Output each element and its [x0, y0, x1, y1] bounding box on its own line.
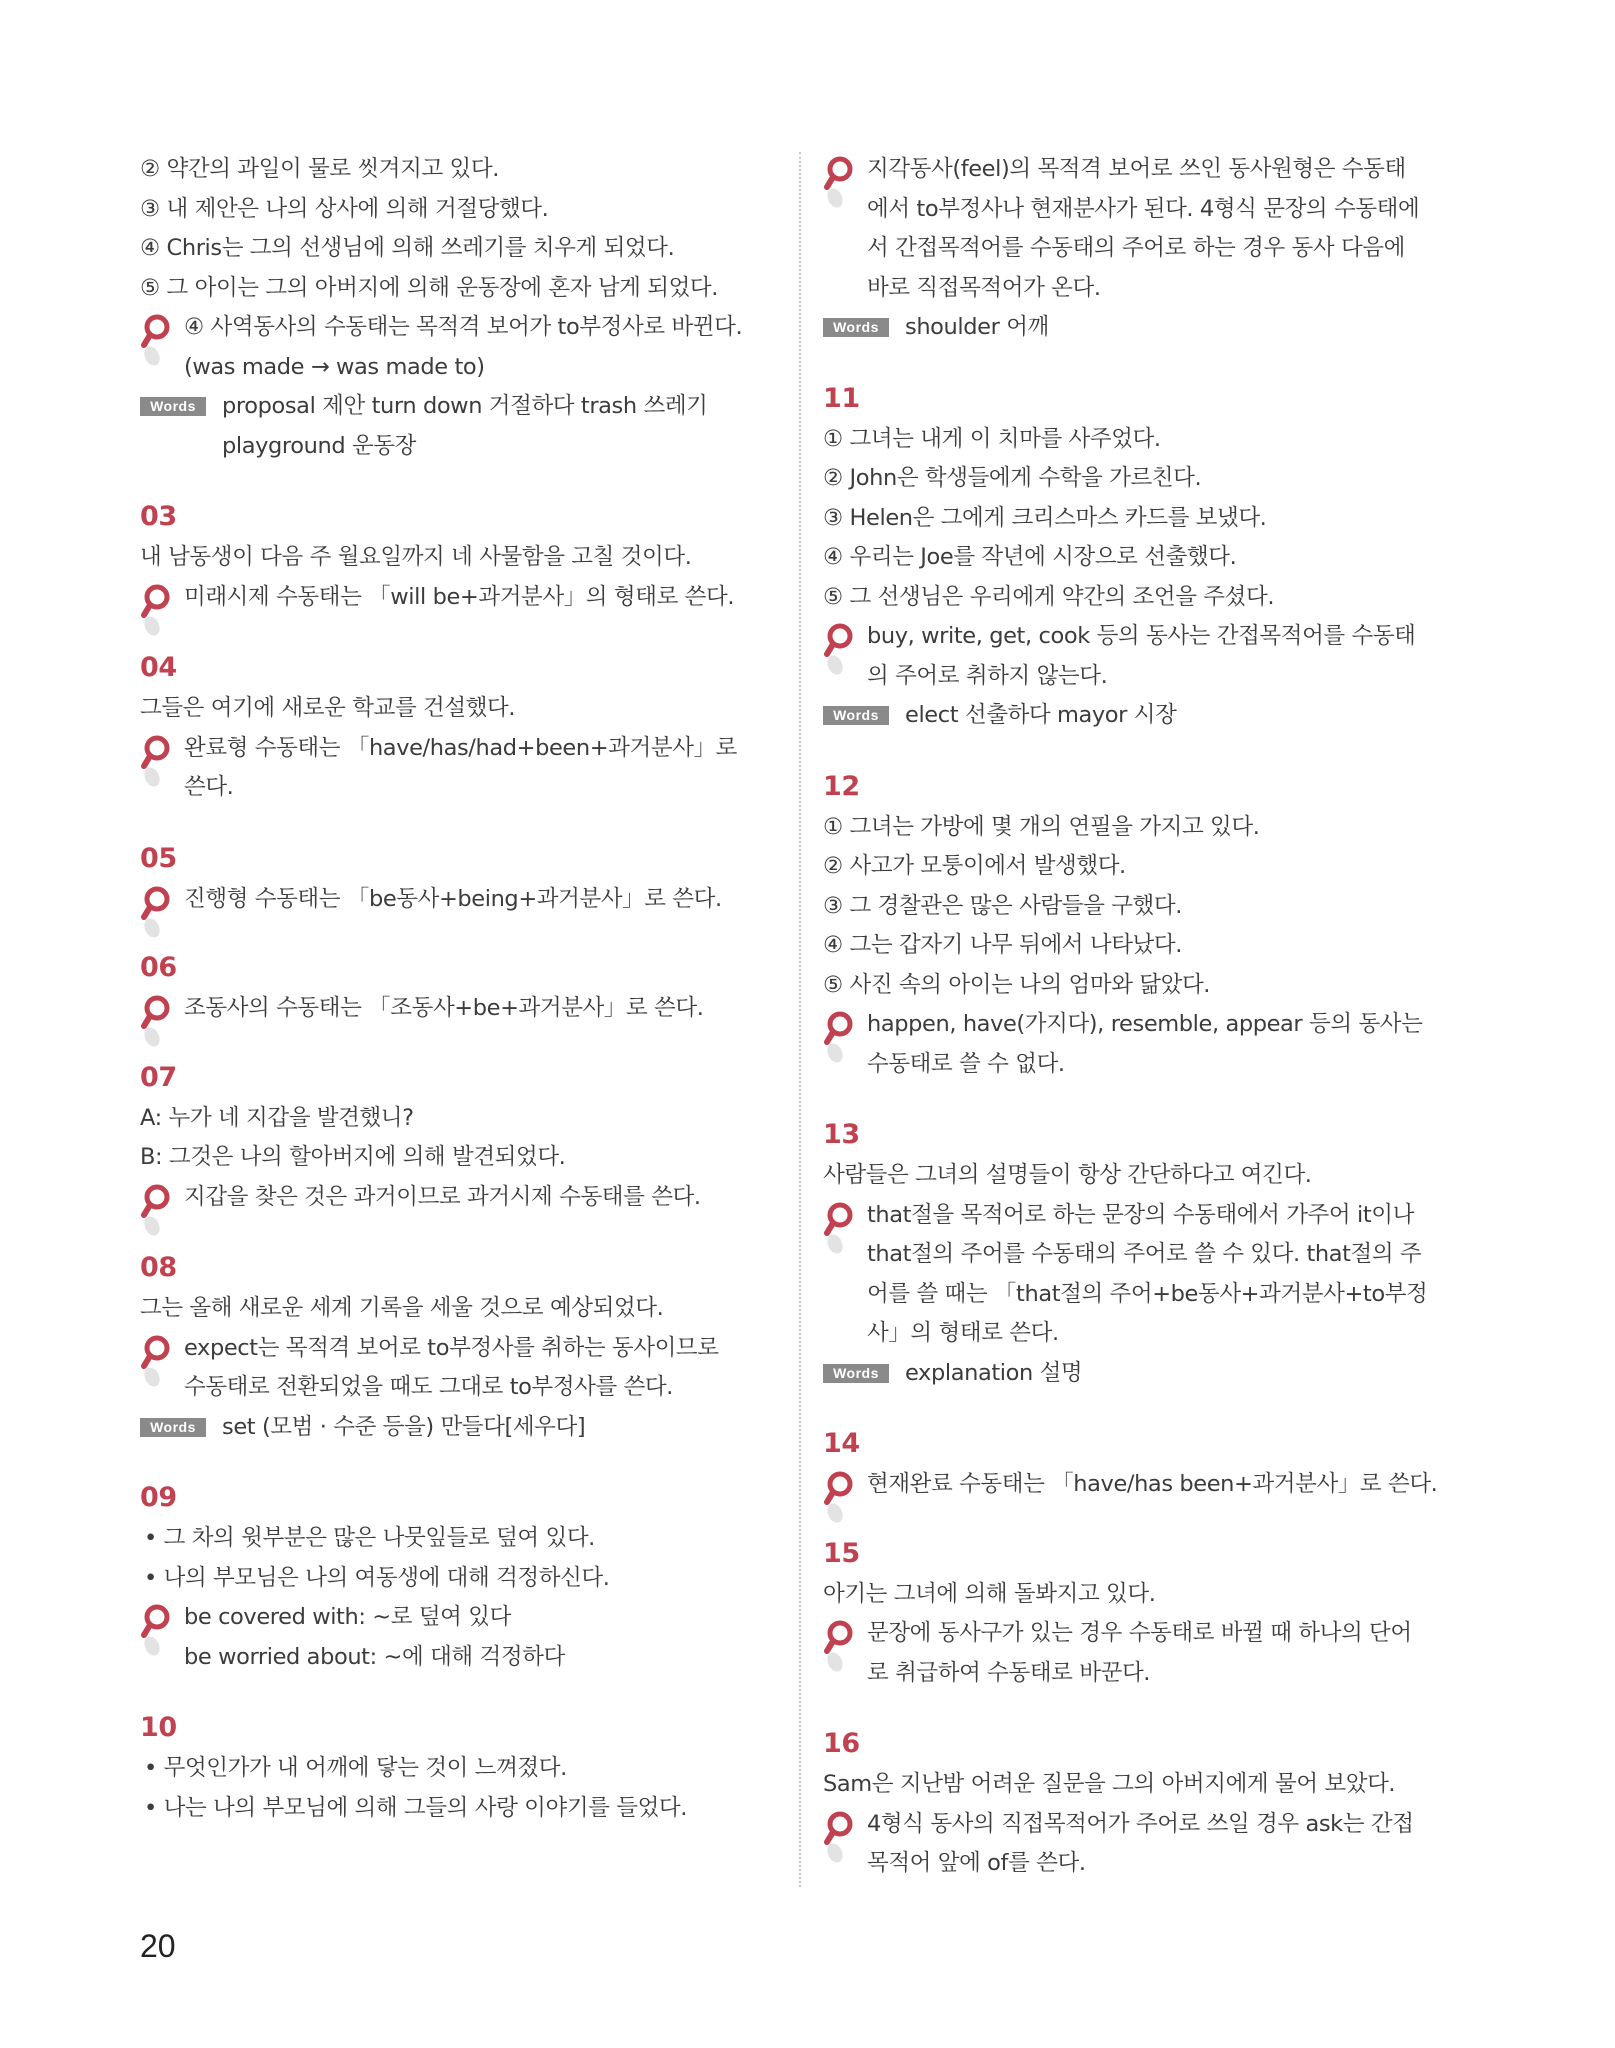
magnifier-icon: [823, 1470, 855, 1524]
hint: [823, 617, 1463, 696]
hint: [140, 729, 780, 808]
hint-line: 4형식 동사의 직접목적어가 주어로 쓰일 경우 ask는 간접: [867, 1810, 1414, 1837]
question-number: 15: [823, 1537, 860, 1569]
question-number: 07: [140, 1061, 177, 1093]
translation: 아기는 그녀에 의해 돌봐지고 있다.: [823, 1580, 1156, 1607]
answer-option-1: ① 그녀는 내게 이 치마를 사주었다.: [823, 425, 1161, 452]
section-10: [140, 1707, 780, 1828]
answer-option-5: ⑤ 그 아이는 그의 아버지에 의해 운동장에 혼자 남게 되었다.: [140, 274, 718, 301]
hint-line: 에서 to부정사나 현재분사가 된다. 4형식 문장의 수동태에: [867, 195, 1420, 222]
hint: [823, 150, 1463, 308]
answer-option-2: ② 약간의 과일이 물로 씻겨지고 있다.: [140, 156, 499, 182]
hint-line: 서 간접목적어를 수동태의 주어로 하는 경우 동사 다음에: [867, 235, 1405, 261]
words-box: [823, 308, 1463, 348]
words-line: shoulder 어깨: [905, 314, 1049, 340]
section-15: [823, 1533, 1463, 1694]
section-13: [823, 1114, 1463, 1393]
words-box: [140, 1408, 780, 1448]
left-column: [140, 150, 780, 1828]
words-badge: Words: [823, 706, 889, 725]
hint-line: 지각동사(feel)의 목적격 보어로 쓰인 동사원형은 수동태: [867, 156, 1406, 182]
magnifier-icon: [140, 313, 172, 367]
question-number: 14: [823, 1428, 860, 1459]
words-line: set (모범 · 수준 등을) 만들다[세우다]: [222, 1413, 586, 1440]
words-line: elect 선출하다 mayor 시장: [905, 702, 1177, 728]
section-05: [140, 838, 780, 920]
answer-option-1: ① 그녀는 가방에 몇 개의 연필을 가지고 있다.: [823, 813, 1260, 840]
words-line: playground 운동장: [222, 432, 417, 459]
words-box: [823, 696, 1463, 736]
hint-line: 수동태로 쓸 수 없다.: [867, 1050, 1065, 1077]
page-number: 20: [140, 1928, 176, 1964]
hint-line: happen, have(가지다), resemble, appear 등의 동사는: [867, 1011, 1423, 1037]
hint-line: 로 취급하여 수동태로 바꾼다.: [867, 1659, 1151, 1686]
column-divider: [799, 152, 801, 1887]
hint-line: 완료형 수동태는 「have/has/had+been+과거분사」로: [184, 734, 737, 761]
section-12: [823, 766, 1463, 1085]
translation: • 나는 나의 부모님에 의해 그들의 사랑 이야기를 들었다.: [144, 1794, 688, 1821]
words-badge: Words: [140, 397, 206, 416]
question-number: 04: [140, 652, 177, 683]
magnifier-icon: [140, 583, 172, 637]
section-14: [823, 1423, 1463, 1505]
translation: B: 그것은 나의 할아버지에 의해 발견되었다.: [140, 1144, 566, 1170]
magnifier-icon: [823, 1010, 855, 1064]
answer-option-5: ⑤ 그 선생님은 우리에게 약간의 조언을 주셨다.: [823, 583, 1275, 610]
hint-line: 조동사의 수동태는 「조동사+be+과거분사」로 쓴다.: [184, 995, 704, 1021]
magnifier-icon: [823, 155, 855, 209]
hint: [140, 880, 780, 920]
section-16: [823, 1723, 1463, 1884]
hint-line: (was made → was made to): [184, 353, 485, 380]
question-number: 08: [140, 1252, 177, 1283]
answer-option-3: ③ 그 경찰관은 많은 사람들을 구했다.: [823, 892, 1182, 919]
answer-option-2: ② 사고가 모퉁이에서 발생했다.: [823, 853, 1126, 879]
question-number: 16: [823, 1728, 860, 1759]
hint-line: 의 주어로 취하지 않는다.: [867, 662, 1108, 689]
question-number: 06: [140, 952, 177, 983]
magnifier-icon: [140, 885, 172, 939]
magnifier-icon: [823, 1810, 855, 1864]
answer-option-3: ③ 내 제안은 나의 상사에 의해 거절당했다.: [140, 195, 549, 222]
answer-option-3: ③ Helen은 그에게 크리스마스 카드를 보냈다.: [823, 504, 1267, 531]
section-08: [140, 1247, 780, 1447]
words-line: proposal 제안 turn down 거절하다 trash 쓰레기: [222, 393, 708, 419]
hint-line: be worried about: ~에 대해 걱정하다: [184, 1643, 565, 1670]
question-number: 03: [140, 501, 177, 532]
section-10-continued: [823, 150, 1463, 348]
answer-option-5: ⑤ 사진 속의 아이는 나의 엄마와 닮았다.: [823, 971, 1211, 998]
section-06: [140, 947, 780, 1029]
hint-line: 쓴다.: [184, 774, 234, 800]
magnifier-icon: [823, 1619, 855, 1673]
magnifier-icon: [140, 1183, 172, 1237]
hint-line: buy, write, get, cook 등의 동사는 간접목적어를 수동태: [867, 623, 1416, 649]
hint-line: 현재완료 수동태는 「have/has been+과거분사」로 쓴다.: [867, 1471, 1438, 1497]
section-11: [823, 378, 1463, 736]
question-number: 05: [140, 842, 177, 874]
question-number: 09: [140, 1482, 177, 1513]
magnifier-icon: [140, 994, 172, 1048]
section-07: [140, 1057, 780, 1218]
words-box: [140, 387, 780, 466]
translation: 그들은 여기에 새로운 학교를 건설했다.: [140, 695, 516, 721]
answer-option-4: ④ Chris는 그의 선생님에 의해 쓰레기를 치우게 되었다.: [140, 235, 675, 261]
hint-line: 어를 쓸 때는 「that절의 주어+be동사+과거분사+to부정: [867, 1280, 1428, 1307]
translation: • 나의 부모님은 나의 여동생에 대해 걱정하신다.: [144, 1564, 610, 1591]
hint: [140, 1598, 780, 1677]
hint-line: ④ 사역동사의 수동태는 목적격 보어가 to부정사로 바뀐다.: [184, 314, 743, 340]
question-number: 10: [140, 1712, 177, 1743]
words-badge: Words: [140, 1418, 206, 1437]
magnifier-icon: [140, 1334, 172, 1388]
right-column: [823, 150, 1463, 1884]
hint-line: 목적어 앞에 of를 쓴다.: [867, 1850, 1086, 1876]
hint-line: 지갑을 찾은 것은 과거이므로 과거시제 수동태를 쓴다.: [184, 1183, 701, 1210]
section-03: [140, 496, 780, 617]
section-02-continued: [140, 150, 780, 466]
section-04: [140, 647, 780, 808]
hint: [823, 1196, 1463, 1354]
words-box: [823, 1354, 1463, 1394]
answer-option-4: ④ 그는 갑자기 나무 뒤에서 나타났다.: [823, 932, 1182, 958]
hint: [140, 1178, 780, 1218]
hint-line: that절의 주어를 수동태의 주어로 쓸 수 있다. that절의 주: [867, 1241, 1422, 1267]
translation: • 그 차의 윗부분은 많은 나뭇잎들로 덮여 있다.: [144, 1525, 595, 1551]
translation: 사람들은 그녀의 설명들이 항상 간단하다고 여긴다.: [823, 1162, 1312, 1188]
magnifier-icon: [823, 1201, 855, 1255]
question-number: 13: [823, 1119, 860, 1150]
magnifier-icon: [140, 734, 172, 788]
hint-line: 수동태로 전환되었을 때도 그대로 to부정사를 쓴다.: [184, 1374, 674, 1400]
translation: 내 남동생이 다음 주 월요일까지 네 사물함을 고칠 것이다.: [140, 544, 692, 570]
hint-line: 미래시제 수동태는 「will be+과거분사」의 형태로 쓴다.: [184, 583, 735, 610]
hint: [823, 1805, 1463, 1884]
question-number: 12: [823, 770, 860, 802]
hint-line: 문장에 동사구가 있는 경우 수동태로 바뀔 때 하나의 단어: [867, 1620, 1412, 1646]
hint: [140, 989, 780, 1029]
question-number: 11: [823, 382, 860, 414]
hint-line: 사」의 형태로 쓴다.: [867, 1320, 1059, 1346]
magnifier-icon: [823, 622, 855, 676]
hint: [823, 1465, 1463, 1505]
hint: [823, 1005, 1463, 1084]
translation: • 무엇인가가 내 어깨에 닿는 것이 느껴졌다.: [144, 1755, 567, 1781]
hint: [140, 308, 780, 387]
words-badge: Words: [823, 318, 889, 337]
hint: [140, 1329, 780, 1408]
translation: Sam은 지난밤 어려운 질문을 그의 아버지에게 물어 보았다.: [823, 1771, 1396, 1797]
words-badge: Words: [823, 1364, 889, 1383]
hint-line: be covered with: ~로 덮여 있다: [184, 1604, 511, 1630]
answer-option-4: ④ 우리는 Joe를 작년에 시장으로 선출했다.: [823, 544, 1237, 570]
section-09: [140, 1477, 780, 1677]
words-line: explanation 설명: [905, 1359, 1083, 1386]
translation: 그는 올해 새로운 세계 기록을 세울 것으로 예상되었다.: [140, 1295, 664, 1321]
hint-line: 진행형 수동태는 「be동사+being+과거분사」로 쓴다.: [184, 885, 722, 912]
hint-line: expect는 목적격 보어로 to부정사를 취하는 동사이므로: [184, 1334, 719, 1361]
hint: [823, 1614, 1463, 1693]
magnifier-icon: [140, 1603, 172, 1657]
hint-line: 바로 직접목적어가 온다.: [867, 274, 1101, 301]
answer-option-2: ② John은 학생들에게 수학을 가르친다.: [823, 465, 1202, 491]
hint: [140, 578, 780, 618]
hint-line: that절을 목적어로 하는 문장의 수동태에서 가주어 it이나: [867, 1201, 1414, 1228]
translation: A: 누가 네 지갑을 발견했니?: [140, 1104, 414, 1131]
